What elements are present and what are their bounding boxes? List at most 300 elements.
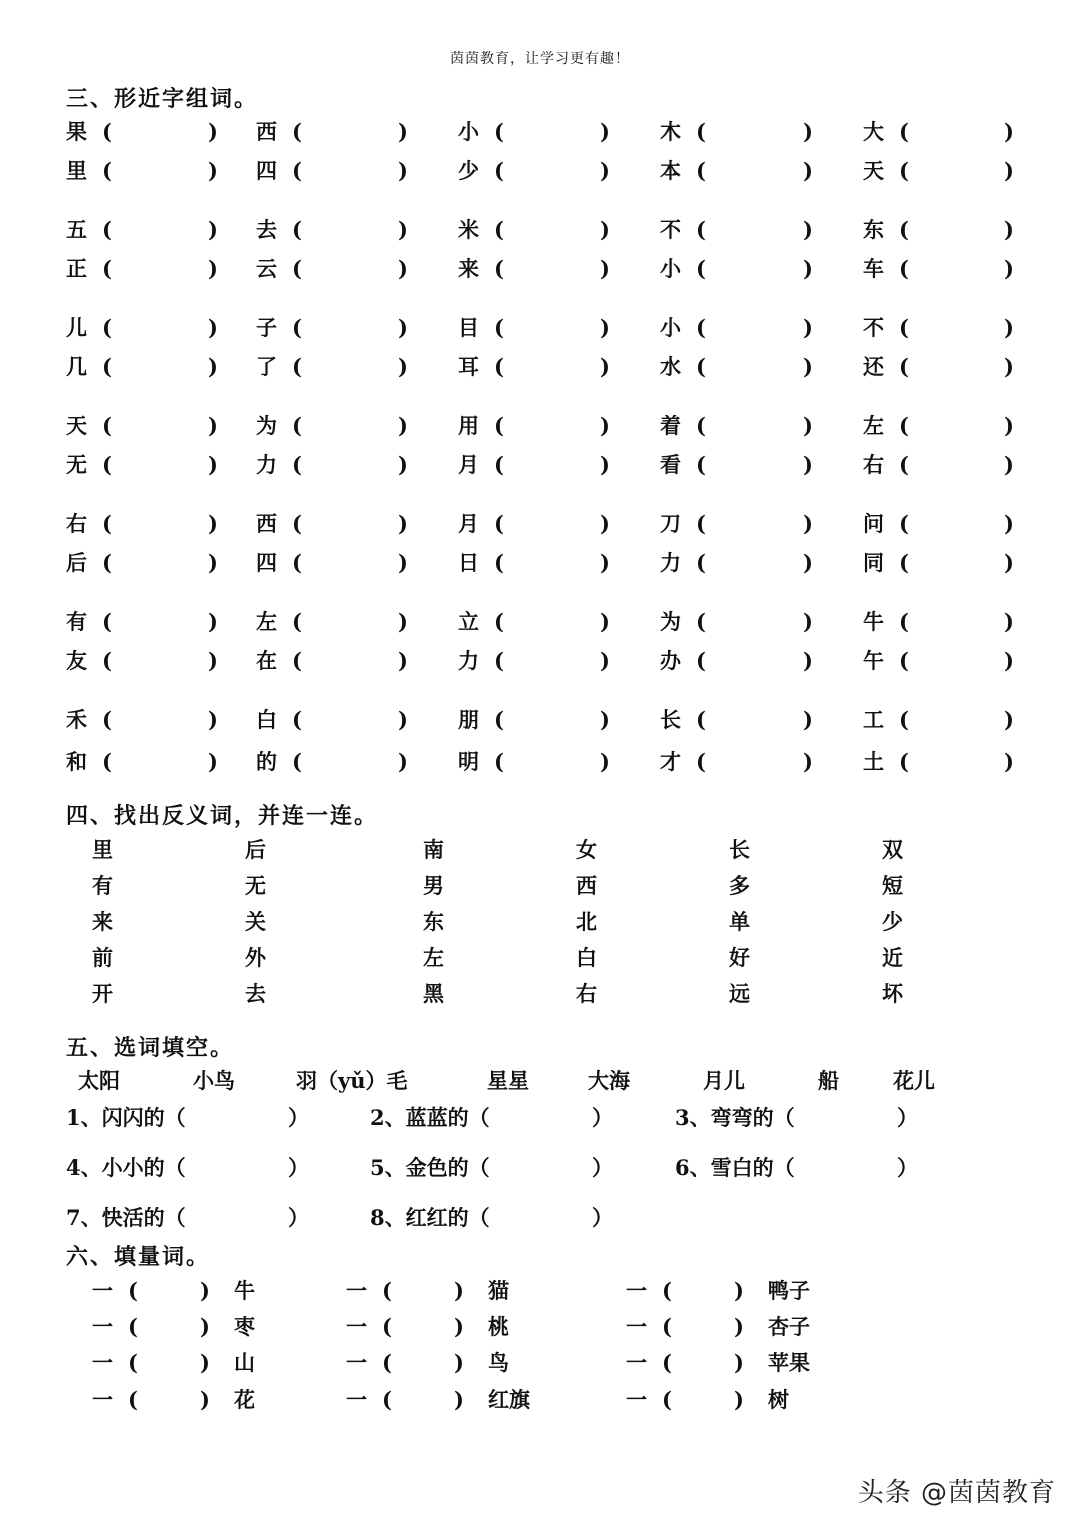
close-paren: )	[398, 550, 408, 575]
close-paren: )	[208, 452, 218, 477]
grid-character: 去	[256, 217, 277, 242]
grid-character: 儿	[66, 315, 87, 340]
grid-character: 水	[660, 354, 681, 379]
measure-prefix: 一	[346, 1350, 367, 1375]
grid-cell	[256, 706, 412, 734]
antonym-word: 单	[729, 909, 750, 934]
close-paren: )	[1004, 648, 1014, 673]
antonym-word: 好	[729, 945, 750, 970]
grid-character: 着	[660, 413, 681, 438]
open-paren: (	[102, 749, 112, 774]
open-paren: (	[899, 609, 909, 634]
open-paren: (	[102, 413, 112, 438]
grid-cell	[660, 647, 817, 675]
open-paren: (	[292, 707, 302, 732]
open-paren: (	[292, 217, 302, 242]
page-header: 茵茵教育，让学习更有趣！	[450, 51, 630, 67]
close-paren: )	[398, 413, 408, 438]
open-paren: (	[696, 550, 706, 575]
section-4-title: 四、找出反义词，并连一连。	[66, 803, 379, 829]
grid-character: 少	[458, 158, 479, 183]
grid-cell	[660, 510, 817, 538]
grid-cell	[458, 118, 614, 146]
antonym-word: 双	[882, 837, 903, 862]
close-paren: ）	[288, 1205, 309, 1230]
open-paren: (	[292, 452, 302, 477]
close-paren: )	[208, 707, 218, 732]
grid-character: 用	[458, 413, 479, 438]
grid-character: 禾	[66, 707, 87, 732]
measure-item	[346, 1349, 586, 1377]
section-5-title: 五、选词填空。	[66, 1035, 235, 1061]
grid-cell	[660, 118, 817, 146]
close-paren: )	[1004, 315, 1014, 340]
measure-noun: 鸟	[488, 1350, 509, 1375]
measure-prefix: 一	[92, 1350, 113, 1375]
grid-cell	[458, 314, 614, 342]
open-paren: (	[899, 217, 909, 242]
close-paren: )	[200, 1278, 210, 1303]
grid-cell	[863, 314, 1018, 342]
open-paren: (	[696, 707, 706, 732]
grid-character: 右	[66, 511, 87, 536]
open-paren: (	[494, 256, 504, 281]
open-paren: (	[696, 511, 706, 536]
word-bank-item: 花儿	[893, 1068, 935, 1093]
close-paren: ）	[288, 1155, 309, 1180]
fill-prompt: 5、金色的（	[370, 1155, 490, 1180]
close-paren: )	[398, 707, 408, 732]
grid-cell	[863, 255, 1018, 283]
open-paren: (	[899, 315, 909, 340]
open-paren: (	[696, 609, 706, 634]
open-paren: (	[899, 511, 909, 536]
grid-character: 本	[660, 158, 681, 183]
close-paren: )	[208, 511, 218, 536]
close-paren: )	[803, 749, 813, 774]
close-paren: )	[208, 217, 218, 242]
open-paren: (	[292, 119, 302, 144]
open-paren: (	[382, 1350, 392, 1375]
measure-prefix: 一	[92, 1387, 113, 1412]
open-paren: (	[696, 354, 706, 379]
grid-character: 还	[863, 354, 884, 379]
open-paren: (	[494, 217, 504, 242]
close-paren: )	[200, 1314, 210, 1339]
measure-noun: 猫	[488, 1278, 509, 1303]
grid-cell	[66, 314, 222, 342]
open-paren: (	[102, 158, 112, 183]
close-paren: )	[600, 354, 610, 379]
close-paren: )	[398, 256, 408, 281]
open-paren: (	[292, 749, 302, 774]
close-paren: )	[803, 511, 813, 536]
grid-cell	[863, 353, 1018, 381]
antonym-word: 东	[423, 909, 444, 934]
grid-cell	[256, 157, 412, 185]
grid-cell	[458, 706, 614, 734]
grid-cell	[458, 216, 614, 244]
open-paren: (	[696, 452, 706, 477]
close-paren: )	[1004, 707, 1014, 732]
measure-item	[346, 1277, 586, 1305]
grid-character: 了	[256, 354, 277, 379]
close-paren: )	[600, 413, 610, 438]
close-paren: )	[398, 315, 408, 340]
close-paren: )	[208, 119, 218, 144]
antonym-word: 有	[92, 873, 113, 898]
close-paren: )	[454, 1278, 464, 1303]
open-paren: (	[102, 609, 112, 634]
fill-item	[66, 1204, 316, 1232]
close-paren: ）	[592, 1105, 613, 1130]
grid-cell	[256, 647, 412, 675]
measure-prefix: 一	[626, 1278, 647, 1303]
open-paren: (	[494, 158, 504, 183]
close-paren: )	[1004, 217, 1014, 242]
word-bank-item: 船	[818, 1068, 839, 1093]
open-paren: (	[494, 749, 504, 774]
grid-character: 土	[863, 749, 884, 774]
grid-cell	[458, 549, 614, 577]
open-paren: (	[696, 315, 706, 340]
grid-character: 小	[458, 119, 479, 144]
grid-character: 果	[66, 119, 87, 144]
measure-noun: 山	[234, 1350, 255, 1375]
grid-cell	[458, 608, 614, 636]
measure-noun: 鸭子	[768, 1278, 810, 1303]
open-paren: (	[899, 158, 909, 183]
open-paren: (	[102, 648, 112, 673]
antonym-word: 白	[576, 945, 597, 970]
grid-character: 四	[256, 158, 277, 183]
measure-item	[626, 1313, 866, 1341]
measure-noun: 花	[234, 1387, 255, 1412]
section-3-title: 三、形近字组词。	[66, 86, 259, 112]
grid-cell	[660, 608, 817, 636]
grid-character: 和	[66, 749, 87, 774]
close-paren: )	[398, 217, 408, 242]
open-paren: (	[662, 1350, 672, 1375]
grid-cell	[66, 216, 222, 244]
close-paren: )	[208, 648, 218, 673]
measure-prefix: 一	[346, 1314, 367, 1339]
grid-character: 白	[256, 707, 277, 732]
open-paren: (	[128, 1350, 138, 1375]
antonym-word: 短	[882, 873, 903, 898]
close-paren: )	[803, 452, 813, 477]
word-bank-item: 羽（yǔ）毛	[296, 1068, 408, 1093]
grid-cell	[256, 451, 412, 479]
fill-prompt: 1、闪闪的（	[66, 1105, 186, 1130]
close-paren: )	[208, 413, 218, 438]
grid-character: 日	[458, 550, 479, 575]
grid-cell	[256, 118, 412, 146]
word-bank-item: 小鸟	[193, 1068, 235, 1093]
open-paren: (	[696, 256, 706, 281]
close-paren: )	[398, 354, 408, 379]
open-paren: (	[128, 1278, 138, 1303]
antonym-word: 近	[882, 945, 903, 970]
grid-character: 的	[256, 749, 277, 774]
grid-cell	[660, 353, 817, 381]
open-paren: (	[494, 707, 504, 732]
grid-character: 为	[660, 609, 681, 634]
grid-character: 正	[66, 256, 87, 281]
open-paren: (	[494, 354, 504, 379]
open-paren: (	[899, 749, 909, 774]
close-paren: )	[803, 256, 813, 281]
close-paren: )	[803, 354, 813, 379]
grid-cell	[256, 216, 412, 244]
open-paren: (	[292, 256, 302, 281]
grid-cell	[256, 314, 412, 342]
open-paren: (	[102, 256, 112, 281]
open-paren: (	[102, 119, 112, 144]
antonym-word: 男	[423, 873, 444, 898]
close-paren: )	[600, 550, 610, 575]
open-paren: (	[662, 1278, 672, 1303]
grid-character: 友	[66, 648, 87, 673]
antonym-word: 里	[92, 837, 113, 862]
open-paren: (	[899, 413, 909, 438]
measure-item	[92, 1277, 332, 1305]
close-paren: )	[398, 158, 408, 183]
close-paren: )	[600, 217, 610, 242]
open-paren: (	[102, 315, 112, 340]
open-paren: (	[494, 511, 504, 536]
grid-character: 同	[863, 550, 884, 575]
grid-character: 不	[660, 217, 681, 242]
grid-character: 里	[66, 158, 87, 183]
grid-character: 四	[256, 550, 277, 575]
grid-cell	[458, 157, 614, 185]
close-paren: )	[208, 256, 218, 281]
grid-cell	[660, 451, 817, 479]
grid-cell	[256, 748, 412, 776]
open-paren: (	[696, 119, 706, 144]
open-paren: (	[494, 119, 504, 144]
grid-cell	[66, 706, 222, 734]
close-paren: )	[454, 1350, 464, 1375]
measure-item	[626, 1386, 866, 1414]
measure-item	[92, 1349, 332, 1377]
antonym-word: 外	[245, 945, 266, 970]
antonym-word: 南	[423, 837, 444, 862]
antonym-word: 关	[245, 909, 266, 934]
close-paren: )	[803, 119, 813, 144]
fill-item	[675, 1154, 925, 1182]
close-paren: )	[1004, 256, 1014, 281]
grid-character: 左	[256, 609, 277, 634]
open-paren: (	[382, 1387, 392, 1412]
grid-character: 西	[256, 119, 277, 144]
word-bank-item: 太阳	[78, 1068, 120, 1093]
close-paren: )	[1004, 749, 1014, 774]
grid-character: 几	[66, 354, 87, 379]
grid-cell	[660, 748, 817, 776]
close-paren: )	[600, 256, 610, 281]
grid-character: 大	[863, 119, 884, 144]
measure-item	[346, 1386, 586, 1414]
close-paren: )	[200, 1350, 210, 1375]
antonym-word: 开	[92, 981, 113, 1006]
grid-cell	[256, 353, 412, 381]
close-paren: )	[1004, 158, 1014, 183]
close-paren: ）	[592, 1155, 613, 1180]
fill-item	[66, 1154, 316, 1182]
grid-cell	[458, 255, 614, 283]
fill-prompt: 2、蓝蓝的（	[370, 1105, 490, 1130]
antonym-word: 北	[576, 909, 597, 934]
grid-cell	[863, 412, 1018, 440]
fill-item	[370, 1104, 620, 1132]
close-paren: )	[600, 158, 610, 183]
grid-cell	[863, 706, 1018, 734]
close-paren: ）	[897, 1155, 918, 1180]
grid-character: 问	[863, 511, 884, 536]
open-paren: (	[102, 511, 112, 536]
grid-cell	[458, 451, 614, 479]
close-paren: )	[398, 749, 408, 774]
close-paren: ）	[897, 1105, 918, 1130]
grid-character: 午	[863, 648, 884, 673]
grid-character: 目	[458, 315, 479, 340]
grid-character: 不	[863, 315, 884, 340]
open-paren: (	[662, 1387, 672, 1412]
open-paren: (	[696, 749, 706, 774]
open-paren: (	[662, 1314, 672, 1339]
grid-cell	[66, 353, 222, 381]
grid-cell	[66, 647, 222, 675]
grid-character: 朋	[458, 707, 479, 732]
word-bank-item: 星星	[487, 1068, 529, 1093]
close-paren: )	[1004, 511, 1014, 536]
grid-character: 在	[256, 648, 277, 673]
antonym-word: 远	[729, 981, 750, 1006]
grid-character: 月	[458, 452, 479, 477]
measure-noun: 牛	[234, 1278, 255, 1303]
close-paren: )	[398, 648, 408, 673]
close-paren: )	[398, 452, 408, 477]
open-paren: (	[899, 648, 909, 673]
grid-character: 西	[256, 511, 277, 536]
grid-character: 左	[863, 413, 884, 438]
close-paren: )	[1004, 609, 1014, 634]
antonym-word: 坏	[882, 981, 903, 1006]
grid-cell	[66, 255, 222, 283]
grid-cell	[256, 608, 412, 636]
section-6-title: 六、填量词。	[66, 1244, 211, 1270]
open-paren: (	[494, 452, 504, 477]
grid-character: 刀	[660, 511, 681, 536]
close-paren: )	[208, 158, 218, 183]
close-paren: )	[600, 452, 610, 477]
open-paren: (	[494, 413, 504, 438]
close-paren: )	[1004, 354, 1014, 379]
measure-item	[346, 1313, 586, 1341]
measure-prefix: 一	[346, 1387, 367, 1412]
grid-character: 明	[458, 749, 479, 774]
open-paren: (	[102, 550, 112, 575]
antonym-word: 后	[245, 837, 266, 862]
grid-character: 木	[660, 119, 681, 144]
grid-cell	[256, 255, 412, 283]
open-paren: (	[292, 511, 302, 536]
measure-prefix: 一	[92, 1314, 113, 1339]
open-paren: (	[899, 354, 909, 379]
open-paren: (	[494, 648, 504, 673]
close-paren: ）	[592, 1205, 613, 1230]
fill-prompt: 8、红红的（	[370, 1205, 490, 1230]
measure-prefix: 一	[626, 1314, 647, 1339]
grid-character: 后	[66, 550, 87, 575]
close-paren: )	[600, 609, 610, 634]
measure-noun: 红旗	[488, 1387, 530, 1412]
grid-character: 耳	[458, 354, 479, 379]
antonym-word: 去	[245, 981, 266, 1006]
grid-cell	[863, 216, 1018, 244]
grid-character: 月	[458, 511, 479, 536]
open-paren: (	[102, 217, 112, 242]
close-paren: )	[803, 648, 813, 673]
open-paren: (	[102, 452, 112, 477]
open-paren: (	[899, 256, 909, 281]
open-paren: (	[292, 648, 302, 673]
close-paren: )	[454, 1387, 464, 1412]
close-paren: )	[600, 749, 610, 774]
grid-character: 看	[660, 452, 681, 477]
close-paren: )	[208, 354, 218, 379]
grid-cell	[863, 647, 1018, 675]
fill-item	[675, 1104, 925, 1132]
grid-character: 米	[458, 217, 479, 242]
antonym-word: 少	[882, 909, 903, 934]
antonym-word: 长	[729, 837, 750, 862]
grid-character: 车	[863, 256, 884, 281]
open-paren: (	[696, 648, 706, 673]
open-paren: (	[696, 413, 706, 438]
grid-cell	[66, 748, 222, 776]
measure-noun: 杏子	[768, 1314, 810, 1339]
grid-character: 才	[660, 749, 681, 774]
close-paren: )	[734, 1314, 744, 1339]
open-paren: (	[292, 158, 302, 183]
measure-noun: 苹果	[768, 1350, 810, 1375]
grid-character: 力	[660, 550, 681, 575]
grid-character: 无	[66, 452, 87, 477]
grid-cell	[863, 549, 1018, 577]
fill-item	[370, 1204, 620, 1232]
fill-prompt: 4、小小的（	[66, 1155, 186, 1180]
grid-character: 小	[660, 315, 681, 340]
close-paren: )	[208, 315, 218, 340]
close-paren: )	[1004, 413, 1014, 438]
antonym-word: 多	[729, 873, 750, 898]
grid-cell	[660, 216, 817, 244]
open-paren: (	[292, 550, 302, 575]
close-paren: )	[734, 1278, 744, 1303]
open-paren: (	[494, 609, 504, 634]
grid-cell	[660, 255, 817, 283]
grid-cell	[660, 314, 817, 342]
grid-cell	[660, 412, 817, 440]
antonym-word: 来	[92, 909, 113, 934]
grid-character: 云	[256, 256, 277, 281]
grid-cell	[458, 353, 614, 381]
antonym-word: 黑	[423, 981, 444, 1006]
grid-character: 小	[660, 256, 681, 281]
